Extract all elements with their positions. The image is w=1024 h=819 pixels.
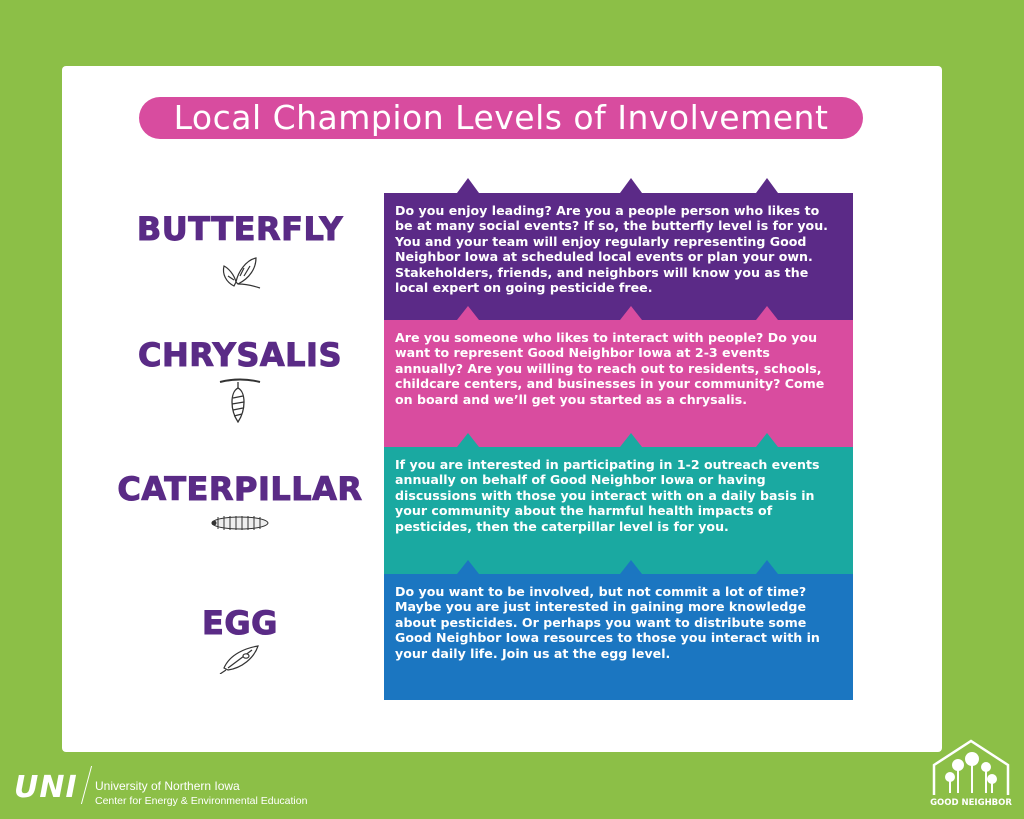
- band-butterfly: [384, 193, 853, 320]
- center-name: Center for Energy & Environmental Education: [95, 795, 308, 807]
- notch-chrysalis-3: [756, 306, 778, 320]
- egg-on-leaf-icon: [218, 642, 262, 674]
- level-name-butterfly: BUTTERFLY: [136, 210, 344, 248]
- page-title: Local Champion Levels of Involvement: [139, 97, 863, 139]
- level-name-chrysalis: CHRYSALIS: [138, 336, 342, 374]
- notch-caterpillar-2: [620, 433, 642, 447]
- notch-top-3: [756, 178, 778, 193]
- notch-egg-3: [756, 560, 778, 574]
- notch-egg-1: [457, 560, 479, 574]
- band-egg: [384, 574, 853, 700]
- notch-caterpillar-3: [756, 433, 778, 447]
- notch-chrysalis-1: [457, 306, 479, 320]
- chrysalis-description: Are you someone who likes to interact with people? Do you want to represent Good Neighbor Iowa at 2-3 events annually? Are you willing to reach out to residents, schools, childcare centers, and businesses in your community? Come on board and we’ll get you started as a chrysalis.: [395, 330, 825, 407]
- butterfly-icon: [216, 252, 264, 292]
- caterpillar-description: If you are interested in participating in 1-2 outreach events annually on behalf of Good Neighbor Iowa or having discussions with those you interact with on a daily basis in your community about the harmful health impacts of pesticides, then the caterpillar level is for you.: [395, 457, 820, 534]
- egg-description: Do you want to be involved, but not commit a lot of time? Maybe you are just interested in gaining more knowledge about pesticides. Or perhaps you want to distribute some Good Neighbor Iowa resources to those you interact with in your daily life. Join us at the egg level.: [395, 584, 820, 661]
- good-neighbor-logo-text: GOOD NEIGHBOR: [930, 798, 1012, 808]
- uni-logo: UNI: [14, 770, 78, 805]
- chrysalis-icon: [216, 374, 264, 426]
- university-name: University of Northern Iowa: [95, 779, 240, 793]
- notch-top-1: [457, 178, 479, 193]
- notch-top-2: [620, 178, 642, 193]
- notch-egg-2: [620, 560, 642, 574]
- level-name-egg: EGG: [202, 604, 278, 642]
- notch-caterpillar-1: [457, 433, 479, 447]
- notch-chrysalis-2: [620, 306, 642, 320]
- band-chrysalis: [384, 320, 853, 447]
- caterpillar-icon: [208, 511, 272, 535]
- butterfly-description: Do you enjoy leading? Are you a people person who likes to be at many social events? If so, the butterfly level is for you. You and your team will enjoy regularly representing Good Neighbor Iowa at scheduled local events or plan your own. Stakeholders, friends, and neighbors will know you as the local expert on going pesticide free.: [395, 203, 828, 296]
- level-name-caterpillar: CATERPILLAR: [117, 470, 363, 508]
- band-caterpillar: [384, 447, 853, 574]
- footer-divider: [81, 766, 92, 804]
